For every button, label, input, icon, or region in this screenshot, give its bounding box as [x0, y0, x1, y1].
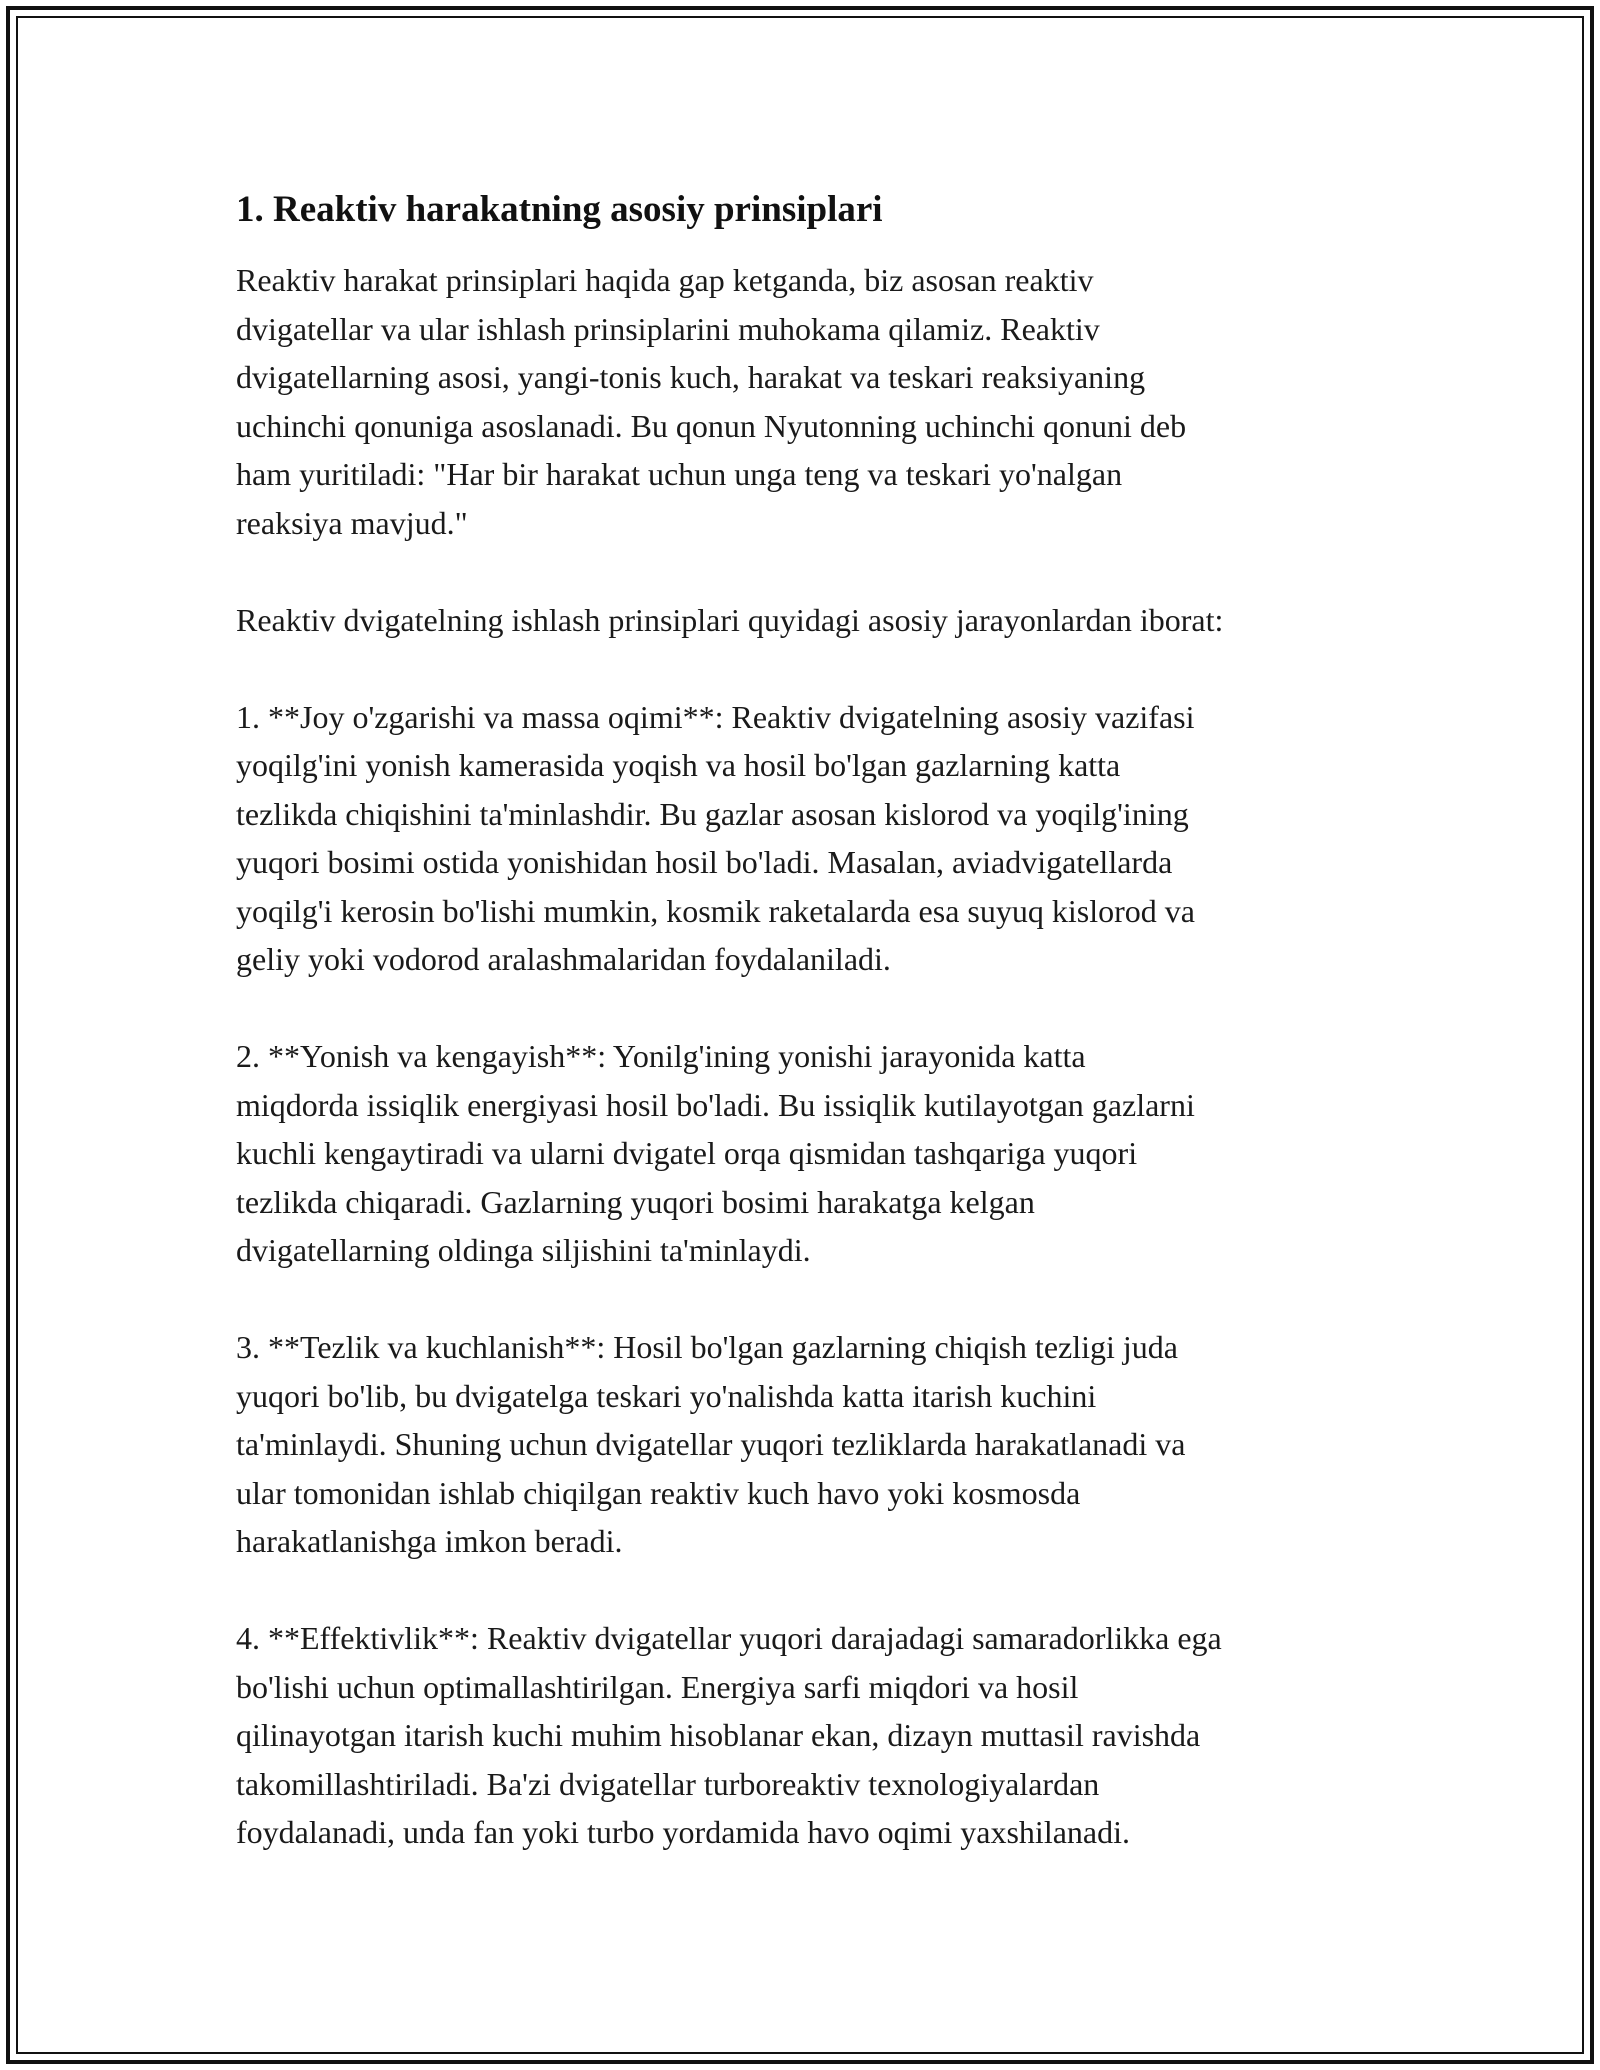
list-item-velocity: 3. **Tezlik va kuchlanish**: Hosil bo'lgan gazlarning chiqish tezligi juda yuqori bo'lib, bu dvigatelga teskari yo'nalishda katta itarish kuchini ta'minlaydi. Shuning uchun dvigatellar yuqori tezliklarda harakatlanadi va ular tomonidan ishlab chiqilgan reaktiv kuch havo yoki kosmosda harakatlanishga imkon beradi.: [236, 1329, 1186, 1559]
section-heading: 1. Reaktiv harakatning asosiy prinsiplari: [236, 189, 883, 230]
list-item-combustion: 2. **Yonish va kengayish**: Yonilg'ining yonishi jarayonida katta miqdorda issiqlik energiyasi hosil bo'ladi. Bu issiqlik kutilayotgan gazlarni kuchli kengaytiradi va ularni dvigatel orqa qismidan tashqariga yuqori tezlikda chiqaradi. Gazlarning yuqori bosimi harakatga kelgan dvigatellarning oldinga siljishini ta'minlaydi.: [236, 1038, 1195, 1268]
process-intro-paragraph: Reaktiv dvigatelning ishlash prinsiplari quyidagi asosiy jarayonlardan iborat:: [236, 601, 1224, 638]
document-body: [236, 186, 1376, 1905]
list-item-efficiency: 4. **Effektivlik**: Reaktiv dvigatellar yuqori darajadagi samaradorlikka ega bo'lishi uchun optimallashtirilgan. Energiya sarfi miqdori va hosil qilinayotgan itarish kuchi muhim hisoblanar ekan, dizayn muttasil ravishda takomillashtiriladi. Ba'zi dvigatellar turboreaktiv texnologiyalardan foydalanadi, unda fan yoki turbo yordamida havo oqimi yaxshilanadi.: [236, 1620, 1222, 1850]
intro-paragraph: Reaktiv harakat prinsiplari haqida gap ketganda, biz asosan reaktiv dvigatellar va ular ishlash prinsiplarini muhokama qilamiz. Reaktiv dvigatellarning asosi, yangi-tonis kuch, harakat va teskari reaksiyaning uchinchi qonuniga asoslanadi. Bu qonun Nyutonning uchinchi qonuni deb ham yuritiladi: "Har bir harakat uchun unga teng va teskari yo'nalgan reaksiya mavjud.": [236, 262, 1187, 541]
list-item-mass-flow: 1. **Joy o'zgarishi va massa oqimi**: Reaktiv dvigatelning asosiy vazifasi yoqilg'ini yonish kamerasida yoqish va hosil bo'lgan gazlarning katta tezlikda chiqishini ta'minlashdir. Bu gazlar asosan kislorod va yoqilg'ining yuqori bosimi ostida yonishidan hosil bo'ladi. Masalan, aviadvigatellarda yoqilg'i kerosin bo'lishi mumkin, kosmik raketalarda esa suyuq kislorod va geliy yoki vodorod aralashmalaridan foydalaniladi.: [236, 698, 1195, 977]
